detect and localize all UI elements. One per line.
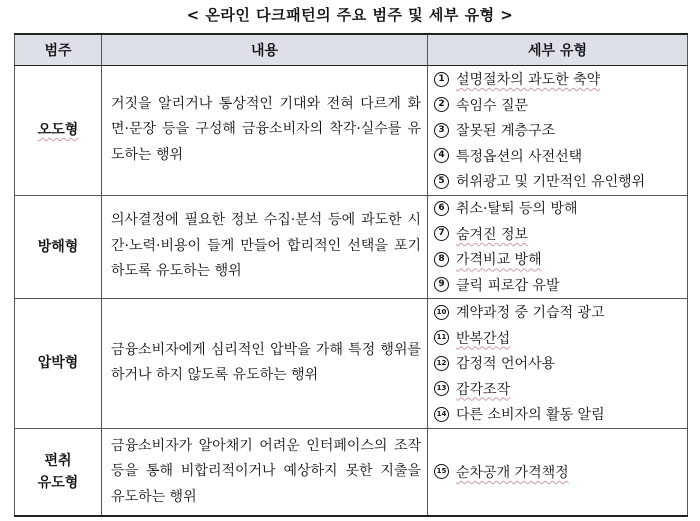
item-text: 감정적 언어사용: [456, 356, 556, 372]
items-cell: [428, 65, 688, 195]
description-cell: 금융소비자가 알아채기 어려운 인터페이스의 조작 등을 통해 비합리적이거나 예상하지 못한 지출을 유도하는 행위: [102, 428, 428, 516]
item-text: 특정옵션의 사전선택: [456, 148, 583, 165]
item-text: 가격비교 방해: [456, 252, 542, 269]
header-category: 범주: [15, 34, 102, 65]
list-item: [434, 143, 687, 169]
item-text: 클릭 피로감 유발: [456, 277, 560, 294]
circled-number: 11: [434, 330, 449, 345]
category-label: 방해형: [37, 238, 79, 255]
header-detail: 세부 유형: [428, 34, 688, 65]
list-item: [434, 92, 687, 118]
list-item: [434, 350, 687, 376]
page-title: < 온라인 다크패턴의 주요 범주 및 세부 유형 >: [186, 6, 514, 24]
list-item: [434, 221, 687, 247]
list-item: [434, 459, 687, 485]
table-row: [15, 428, 688, 516]
circled-number: 15: [434, 464, 449, 479]
circled-number: 7: [434, 226, 449, 241]
category-label: 압박형: [37, 355, 79, 371]
category-cell: [15, 428, 102, 516]
item-text: 허위광고 및 기만적인 유인행위: [456, 174, 646, 190]
list-item: [434, 196, 687, 222]
category-cell: [15, 195, 102, 298]
circled-number: 5: [434, 174, 449, 189]
category-cell: [15, 65, 102, 195]
item-text: 계약과정 중 기습적 광고: [456, 305, 605, 321]
list-item: [434, 247, 687, 273]
list-item: [434, 401, 687, 427]
item-text: 속임수 질문: [456, 97, 529, 114]
list-item: [434, 325, 687, 351]
item-text: 취소·탈퇴 등의 방해: [456, 201, 578, 218]
items-cell: [428, 298, 688, 428]
circled-number: 14: [434, 407, 449, 422]
circled-number: 4: [434, 148, 449, 163]
table-row: [15, 195, 688, 298]
circled-number: 6: [434, 201, 449, 216]
table-row: [15, 65, 688, 195]
description-cell: 금융소비자에게 심리적인 압박을 가해 특정 행위를 하거나 하지 않도록 유도하는 행위: [102, 298, 428, 428]
list-item: [434, 66, 687, 92]
category-label: 유도형: [37, 474, 79, 491]
category-label: 오도형: [37, 122, 79, 138]
item-text: 숨겨진 정보: [456, 226, 529, 243]
description-cell: 거짓을 알리거나 통상적인 기대와 전혀 다르게 화면·문장 등을 구성해 금융소비자의 착각·실수를 유도하는 행위: [102, 65, 428, 195]
circled-number: 1: [434, 72, 449, 87]
category-label: 편취: [44, 452, 72, 469]
circled-number: 2: [434, 97, 449, 112]
list-item: [434, 272, 687, 298]
circled-number: 13: [434, 381, 449, 396]
circled-number: 3: [434, 123, 449, 138]
list-item: [434, 299, 687, 325]
header-row: [15, 34, 688, 65]
description-cell: 의사결정에 필요한 정보 수집·분석 등에 과도한 시간·노력·비용이 들게 만들어 합리적인 선택을 포기하도록 유도하는 행위: [102, 195, 428, 298]
table-row: [15, 298, 688, 428]
list-item: [434, 376, 687, 402]
circled-number: 8: [434, 252, 449, 267]
circled-number: 9: [434, 277, 449, 292]
items-cell: [428, 428, 688, 516]
item-text: 설명절차의 과도한 축약: [456, 72, 601, 88]
list-item: [434, 117, 687, 143]
item-text: 감각조작: [456, 381, 511, 398]
item-text: 반복간섭: [456, 330, 511, 347]
item-text: 다른 소비자의 활동 알림: [456, 407, 605, 423]
category-cell: [15, 298, 102, 428]
items-cell: [428, 195, 688, 298]
dark-pattern-table: [14, 33, 688, 517]
item-text: 순차공개 가격책정: [456, 464, 569, 481]
header-content: 내용: [102, 34, 428, 65]
circled-number: 10: [434, 305, 449, 320]
list-item: [434, 168, 687, 194]
item-text: 잘못된 계층구조: [456, 123, 556, 139]
circled-number: 12: [434, 356, 449, 371]
